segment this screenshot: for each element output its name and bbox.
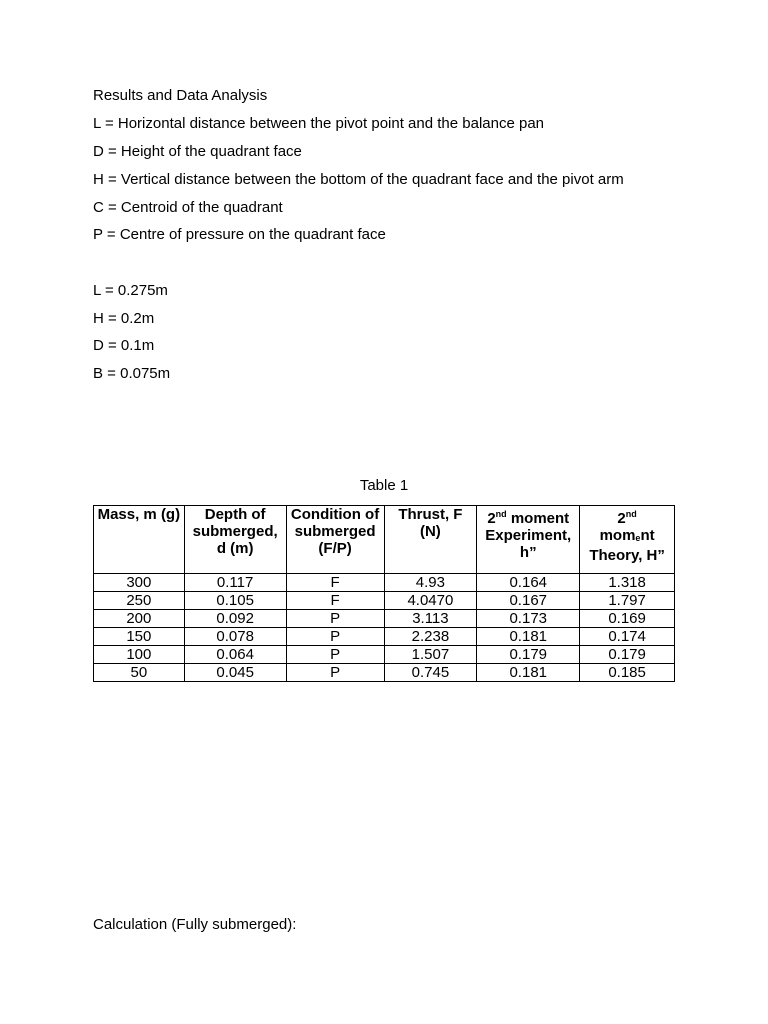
header-moment-theory-sub: e bbox=[635, 533, 641, 543]
cell-moment-experiment: 0.167 bbox=[477, 592, 580, 610]
cell-mass: 50 bbox=[94, 664, 185, 682]
header-moment-theory-ordinal: nd bbox=[625, 509, 637, 519]
definition-p: P = Centre of pressure on the quadrant face bbox=[93, 226, 386, 243]
header-depth: Depth of submerged, d (m) bbox=[184, 506, 286, 574]
results-table bbox=[93, 505, 675, 682]
cell-thrust: 0.745 bbox=[384, 664, 477, 682]
cell-moment-experiment: 0.179 bbox=[477, 646, 580, 664]
header-moment-theory-text-a: mom bbox=[599, 527, 636, 544]
cell-mass: 150 bbox=[94, 628, 185, 646]
cell-moment-experiment: 0.164 bbox=[477, 574, 580, 592]
cell-moment-theory: 0.179 bbox=[580, 646, 675, 664]
header-moment-experiment-num: 2 bbox=[487, 510, 496, 527]
cell-mass: 100 bbox=[94, 646, 185, 664]
cell-depth: 0.092 bbox=[184, 610, 286, 628]
cell-condition: F bbox=[286, 574, 384, 592]
cell-mass: 250 bbox=[94, 592, 185, 610]
calculation-heading: Calculation (Fully submerged): bbox=[93, 916, 297, 933]
header-moment-theory-text-b: nt Theory, H” bbox=[589, 527, 665, 564]
section-heading: Results and Data Analysis bbox=[93, 87, 268, 104]
cell-depth: 0.117 bbox=[184, 574, 286, 592]
table-row bbox=[94, 592, 675, 610]
table-row bbox=[94, 610, 675, 628]
header-thrust: Thrust, F (N) bbox=[384, 506, 477, 574]
cell-moment-experiment: 0.173 bbox=[477, 610, 580, 628]
cell-depth: 0.105 bbox=[184, 592, 286, 610]
cell-thrust: 2.238 bbox=[384, 628, 477, 646]
table-row bbox=[94, 628, 675, 646]
constant-l: L = 0.275m bbox=[93, 282, 168, 299]
definition-d: D = Height of the quadrant face bbox=[93, 143, 302, 160]
header-moment-experiment-ordinal: nd bbox=[495, 509, 507, 519]
definition-h: H = Vertical distance between the bottom of the quadrant face and the pivot arm bbox=[93, 171, 624, 188]
header-condition: Condition of submerged (F/P) bbox=[286, 506, 384, 574]
cell-thrust: 3.113 bbox=[384, 610, 477, 628]
table-caption: Table 1 bbox=[359, 477, 409, 494]
cell-moment-theory: 0.169 bbox=[580, 610, 675, 628]
cell-condition: P bbox=[286, 628, 384, 646]
header-moment-experiment bbox=[477, 506, 580, 574]
cell-depth: 0.078 bbox=[184, 628, 286, 646]
header-moment-theory-num: 2 bbox=[617, 510, 626, 527]
cell-moment-experiment: 0.181 bbox=[477, 664, 580, 682]
cell-mass: 200 bbox=[94, 610, 185, 628]
constant-b: B = 0.075m bbox=[93, 365, 171, 382]
cell-moment-theory: 1.797 bbox=[580, 592, 675, 610]
header-mass: Mass, m (g) bbox=[94, 506, 185, 574]
cell-thrust: 4.0470 bbox=[384, 592, 477, 610]
table-header-row bbox=[94, 506, 675, 574]
definition-c: C = Centroid of the quadrant bbox=[93, 199, 283, 216]
cell-moment-experiment: 0.181 bbox=[477, 628, 580, 646]
header-moment-theory bbox=[580, 506, 675, 574]
cell-mass: 300 bbox=[94, 574, 185, 592]
cell-condition: P bbox=[286, 610, 384, 628]
cell-thrust: 1.507 bbox=[384, 646, 477, 664]
constant-d: D = 0.1m bbox=[93, 337, 155, 354]
cell-condition: F bbox=[286, 592, 384, 610]
header-moment-experiment-text: moment Experiment, h” bbox=[485, 510, 572, 561]
constant-h: H = 0.2m bbox=[93, 310, 155, 327]
cell-moment-theory: 0.185 bbox=[580, 664, 675, 682]
table-row bbox=[94, 646, 675, 664]
definition-l: L = Horizontal distance between the pivot point and the balance pan bbox=[93, 115, 545, 132]
cell-moment-theory: 1.318 bbox=[580, 574, 675, 592]
table-row bbox=[94, 664, 675, 682]
cell-moment-theory: 0.174 bbox=[580, 628, 675, 646]
table-row bbox=[94, 574, 675, 592]
cell-depth: 0.064 bbox=[184, 646, 286, 664]
cell-condition: P bbox=[286, 646, 384, 664]
cell-condition: P bbox=[286, 664, 384, 682]
cell-thrust: 4.93 bbox=[384, 574, 477, 592]
cell-depth: 0.045 bbox=[184, 664, 286, 682]
